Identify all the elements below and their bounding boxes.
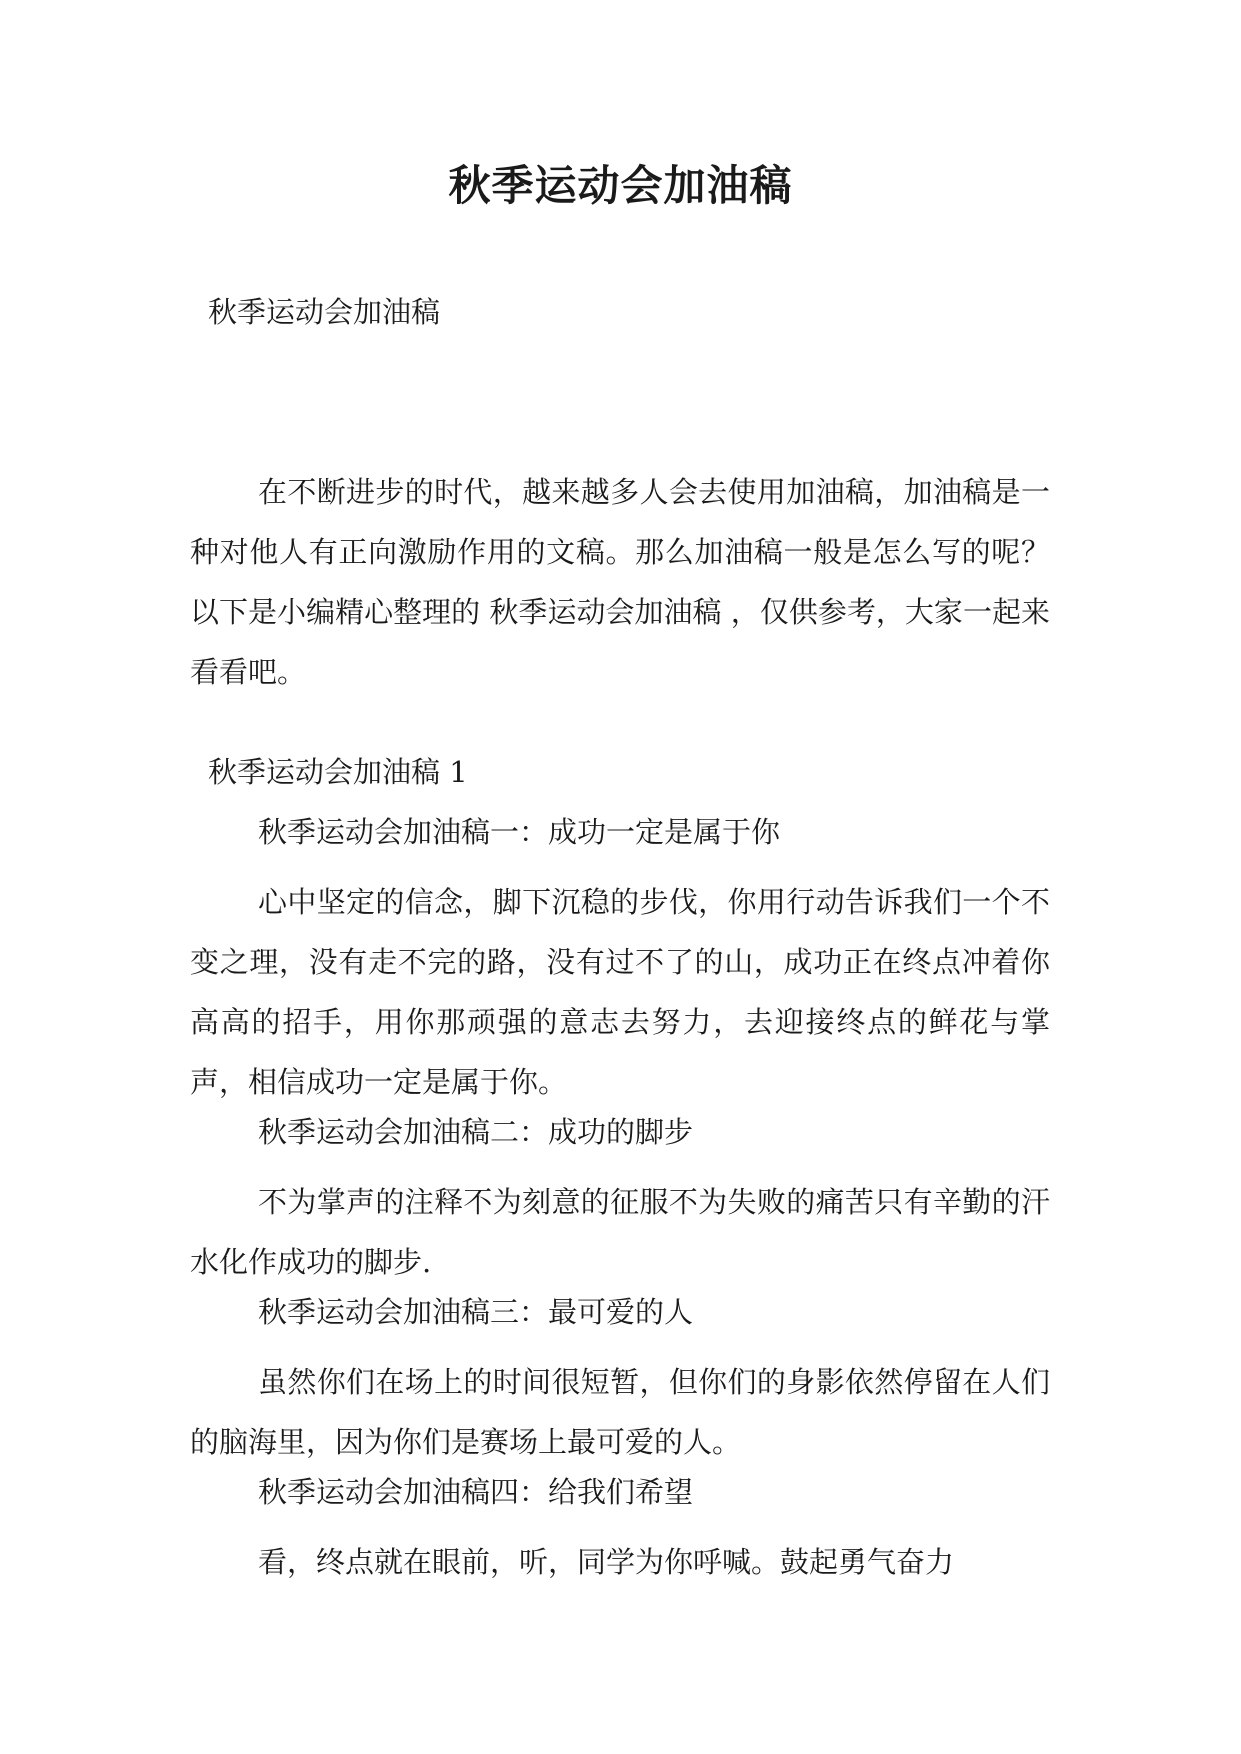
intro-paragraph: 在不断进步的时代，越来越多人会去使用加油稿，加油稿是一种对他人有正向激励作用的文稿。那么加油稿一般是怎么写的呢？以下是小编精心整理的 秋季运动会加油稿 ，仅供参考，大家一起来看看吧。: [190, 475, 1050, 689]
item-body-2: 不为掌声的注释不为刻意的征服不为失败的痛苦只有辛勤的汗水化作成功的脚步.: [190, 1185, 1050, 1279]
item-heading-1: 秋季运动会加油稿一：成功一定是属于你: [258, 815, 781, 849]
item-body-3: 虽然你们在场上的时间很短暂，但你们的身影依然停留在人们的脑海里，因为你们是赛场上最可爱的人。: [190, 1365, 1050, 1459]
document-title: 秋季运动会加油稿: [448, 161, 793, 210]
item-heading-4: 秋季运动会加油稿四：给我们希望: [258, 1475, 694, 1509]
item-body-1: 心中坚定的信念，脚下沉稳的步伐，你用行动告诉我们一个不变之理，没有走不完的路，没有过不了的山，成功正在终点冲着你高高的招手，用你那顽强的意志去努力，去迎接终点的鲜花与掌声，相信成功一定是属于你。: [190, 885, 1050, 1099]
item-heading-2: 秋季运动会加油稿二：成功的脚步: [258, 1115, 694, 1149]
item-body-4: 看，终点就在眼前，听，同学为你呼喊。鼓起勇气奋力: [258, 1545, 955, 1579]
item-heading-3: 秋季运动会加油稿三：最可爱的人: [258, 1295, 694, 1329]
section-heading: 秋季运动会加油稿 1: [208, 755, 468, 789]
document-subtitle: 秋季运动会加油稿: [208, 295, 441, 329]
